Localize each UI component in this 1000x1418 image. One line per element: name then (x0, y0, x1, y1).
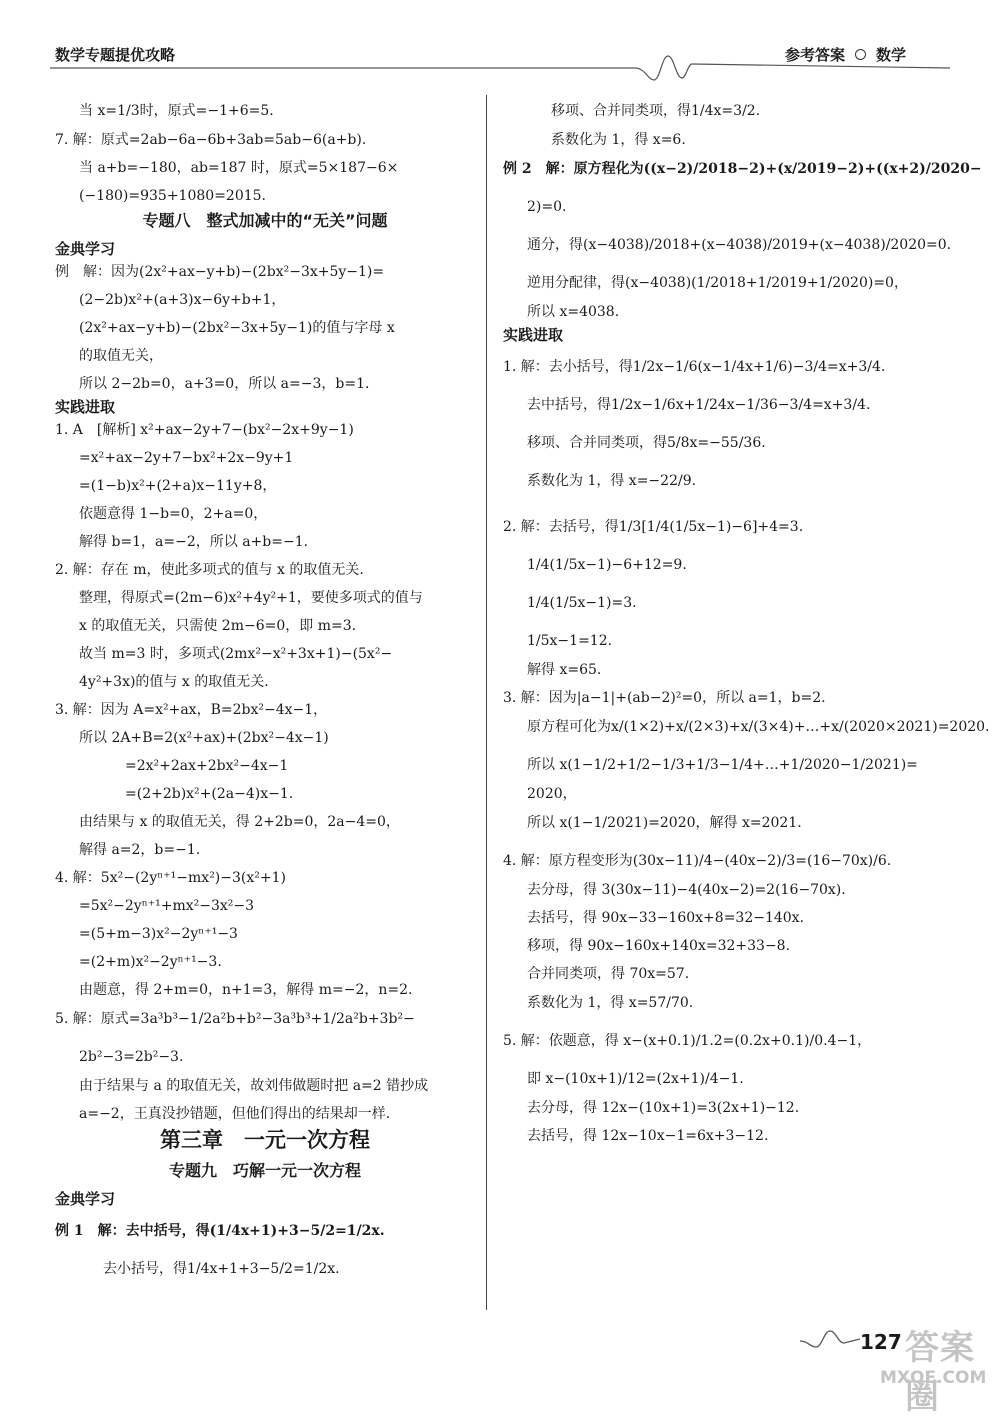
left-column (55, 92, 475, 1288)
answer-line: 5. 解：原式=3a³b³−1/2a²b+b²−3a³b³+1/2a²b+3b²− (55, 1011, 415, 1027)
answer-line: 所以 2−2b=0，a+3=0，所以 a=−3，b=1. (79, 376, 370, 392)
answer-line: 去括号，得 12x−10x−1=6x+3−12. (527, 1128, 769, 1144)
answer-line: 的取值无关， (79, 348, 163, 364)
answer-line: 由于结果与 a 的取值无关，故刘伟做题时把 a=2 错抄成 (79, 1078, 429, 1094)
answer-line: 2. 解：去括号，得1/3[1/4(1/5x−1)−6]+4=3. (503, 519, 804, 535)
answer-line: 3. 解：因为|a−1|+(ab−2)²=0，所以 a=1，b=2. (503, 690, 826, 706)
watermark-url: MXQE.COM (880, 1368, 987, 1388)
answer-line: 1. A [解析] x²+ax−2y+7−(bx²−2x+9y−1) (55, 422, 354, 438)
answer-line: =(2+m)x²−2yⁿ⁺¹−3. (79, 954, 222, 970)
answer-line: 整理，得原式=(2m−6)x²+4y²+1，要使多项式的值与 (79, 590, 423, 606)
answer-line: 当 a+b=−180，ab=187 时，原式=5×187−6× (79, 160, 399, 176)
answer-line: 由结果与 x 的取值无关，得 2+2b=0，2a−4=0， (79, 814, 400, 830)
answer-line: x 的取值无关，只需使 2m−6=0，即 m=3. (79, 618, 357, 634)
watermark-logo: 答案圈 (905, 1328, 975, 1417)
subheading: 实践进取 (55, 398, 116, 416)
answer-line: 去括号，得 90x−33−160x+8=32−140x. (527, 910, 805, 926)
answer-line: 2020， (527, 786, 577, 802)
answer-line: 5. 解：依题意，得 x−(x+0.1)/1.2=(0.2x+0.1)/0.4−1， (503, 1033, 872, 1049)
answer-line: 逆用分配律，得(x−4038)(1/2018+1/2019+1/2020)=0， (527, 275, 908, 291)
footer-wave (800, 1325, 860, 1349)
chapter-title: 第三章 一元一次方程 (160, 1128, 370, 1152)
answer-line: =(5+m−3)x²−2yⁿ⁺¹−3 (79, 926, 238, 942)
book-title: 数学专题提优攻略 (55, 46, 176, 64)
answer-line: 1/4(1/5x−1)−6+12=9. (527, 557, 687, 573)
answer-line: 2)=0. (527, 199, 567, 215)
answer-line: 解得 a=2，b=−1. (79, 842, 201, 858)
subheading: 金典学习 (55, 1190, 116, 1208)
answer-line: 去中括号，得1/2x−1/6x+1/24x−1/36−3/4=x+3/4. (527, 397, 871, 413)
column-divider (486, 95, 487, 1310)
answer-line: a=−2，王真没抄错题，但他们得出的结果却一样. (79, 1106, 391, 1122)
answer-line: =(1−b)x²+(2+a)x−11y+8， (79, 478, 277, 494)
answer-line: 移项、合并同类项，得5/8x=−55/36. (527, 435, 766, 451)
answer-line: 系数化为 1，得 x=6. (551, 132, 686, 148)
answer-line: 解得 x=65. (527, 662, 602, 678)
answer-line: 2. 解：存在 m，使此多项式的值与 x 的取值无关. (55, 562, 364, 578)
answer-line: 例 1 解：去中括号，得(1/4x+1)+3−5/2=1/2x. (55, 1223, 385, 1239)
answer-line: (2−2b)x²+(a+3)x−6y+b+1， (79, 292, 286, 308)
answer-line: 4y²+3x)的值与 x 的取值无关. (79, 674, 269, 690)
answer-line: =2x²+2ax+2bx²−4x−1 (125, 758, 289, 774)
section-title: 专题九 巧解一元一次方程 (168, 1161, 361, 1180)
answer-line: 解得 b=1，a=−2，所以 a+b=−1. (79, 534, 309, 550)
answer-line: 例 2 解：原方程化为((x−2)/2018−2)+(x/2019−2)+((x+2)/2020− (503, 161, 982, 177)
answer-line: 即 x−(10x+1)/12=(2x+1)/4−1. (527, 1071, 744, 1087)
answer-line: 系数化为 1，得 x=−22/9. (527, 473, 697, 489)
answer-line: 所以 2A+B=2(x²+ax)+(2bx²−4x−1) (79, 730, 329, 746)
subheading: 金典学习 (55, 240, 116, 258)
answer-line: 故当 m=3 时，多项式(2mx²−x²+3x+1)−(5x²− (79, 646, 393, 662)
right-column (503, 92, 990, 1146)
answer-line: 所以 x=4038. (527, 304, 620, 320)
answer-line: 4. 解：5x²−(2yⁿ⁺¹−mx²)−3(x²+1) (55, 870, 286, 886)
answer-line: 去小括号，得1/4x+1+3−5/2=1/2x. (103, 1261, 340, 1277)
section-title: 专题八 整式加减中的“无关”问题 (142, 211, 388, 230)
answer-line: 当 x=1/3时，原式=−1+6=5. (79, 103, 274, 119)
answer-line: =x²+ax−2y+7−bx²+2x−9y+1 (79, 450, 294, 466)
answer-line: 2b²−3=2b²−3. (79, 1049, 184, 1065)
answer-line: 例 解：因为(2x²+ax−y+b)−(2bx²−3x+5y−1)= (55, 264, 385, 280)
page-number: 127 (860, 1330, 902, 1354)
circle-icon (855, 49, 866, 60)
answer-line: 1/5x−1=12. (527, 633, 613, 649)
answer-line: 依题意得 1−b=0，2+a=0， (79, 506, 268, 522)
answer-line: 1/4(1/5x−1)=3. (527, 595, 637, 611)
answer-line: 移项、合并同类项，得1/4x=3/2. (551, 103, 761, 119)
answer-label: 参考答案 (785, 46, 846, 64)
answer-line: 3. 解：因为 A=x²+ax，B=2bx²−4x−1， (55, 702, 328, 718)
answer-line: (−180)=935+1080=2015. (79, 188, 266, 204)
answer-line: 原方程可化为x/(1×2)+x/(2×3)+x/(3×4)+…+x/(2020×2021)=2020. (527, 719, 990, 735)
answer-line: 通分，得(x−4038)/2018+(x−4038)/2019+(x−4038)/2020=0. (527, 237, 952, 253)
header-right (785, 44, 906, 65)
answer-line: 所以 x(1−1/2021)=2020，解得 x=2021. (527, 815, 802, 831)
subject-label: 数学 (876, 46, 907, 64)
answer-line: 移项，得 90x−160x+140x=32+33−8. (527, 938, 791, 954)
answer-line: 4. 解：原方程变形为(30x−11)/4−(40x−2)/3=(16−70x)/6. (503, 853, 892, 869)
answer-line: 去分母，得 12x−(10x+1)=3(2x+1)−12. (527, 1100, 800, 1116)
answer-line: =5x²−2yⁿ⁺¹+mx²−3x²−3 (79, 898, 255, 914)
answer-line: 合并同类项，得 70x=57. (527, 966, 690, 982)
answer-line: 系数化为 1，得 x=57/70. (527, 995, 694, 1011)
answer-line: (2x²+ax−y+b)−(2bx²−3x+5y−1)的值与字母 x (79, 320, 395, 336)
answer-line: 7. 解：原式=2ab−6a−6b+3ab=5ab−6(a+b). (55, 132, 367, 148)
answer-line: =(2+2b)x²+(2a−4)x−1. (125, 786, 294, 802)
answer-line: 去分母，得 3(30x−11)−4(40x−2)=2(16−70x). (527, 882, 846, 898)
answer-line: 由题意，得 2+m=0，n+1=3，解得 m=−2，n=2. (79, 982, 413, 998)
answer-line: 所以 x(1−1/2+1/2−1/3+1/3−1/4+…+1/2020−1/2021)= (527, 757, 918, 773)
answer-line: 1. 解：去小括号，得1/2x−1/6(x−1/4x+1/6)−3/4=x+3/4. (503, 359, 886, 375)
subheading: 实践进取 (503, 326, 564, 344)
